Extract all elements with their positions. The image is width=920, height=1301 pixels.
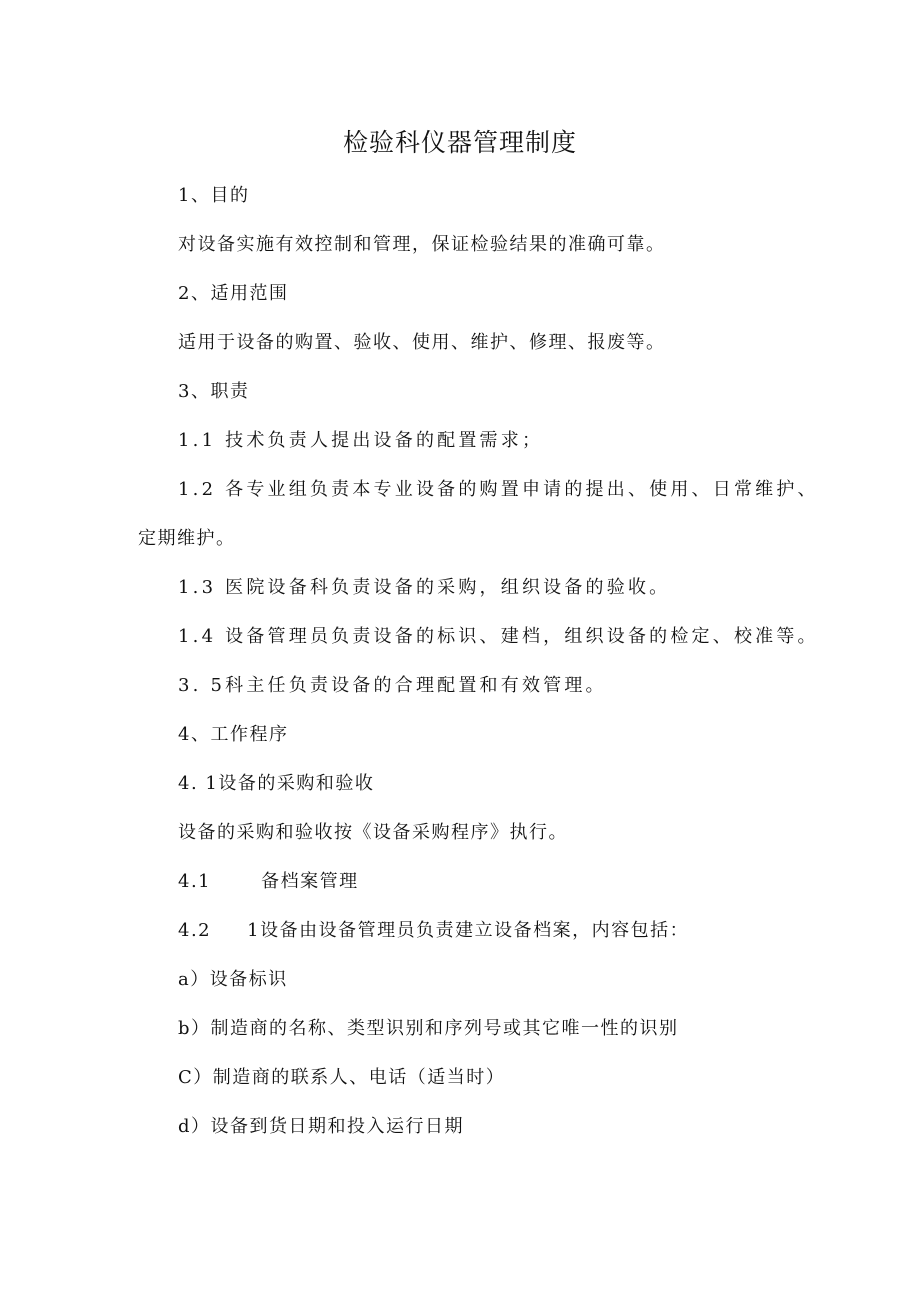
list-item-b: b）制造商的名称、类型识别和序列号或其它唯一性的识别	[178, 1018, 679, 1039]
list-item-a: a）设备标识	[178, 969, 288, 990]
item-3-5: 3. 5科主任负责设备的合理配置和有效管理。	[178, 675, 607, 696]
subsection-text: 1设备由设备管理员负责建立设备档案，内容包括：	[247, 920, 690, 941]
subsection-4-1-purchase: 4. 1设备的采购和验收	[178, 773, 375, 794]
item-1-4: 1.4 设备管理员负责设备的标识、建档，组织设备的检定、校准等。	[178, 626, 819, 647]
list-item-d: d）设备到货日期和投入运行日期	[178, 1116, 465, 1137]
subsection-4-1-archive	[178, 867, 359, 897]
item-1-2-continued: 定期维护。	[138, 528, 236, 549]
item-1-3: 1.3 医院设备科负责设备的采购，组织设备的验收。	[178, 577, 671, 598]
subsection-title: 备档案管理	[261, 871, 359, 892]
section-heading-responsibilities: 3、职责	[178, 381, 250, 402]
paragraph-purchase: 设备的采购和验收按《设备采购程序》执行。	[178, 822, 568, 843]
subsection-number: 4.2	[178, 920, 212, 941]
subsection-4-2	[178, 916, 689, 946]
paragraph-scope: 适用于设备的购置、验收、使用、维护、修理、报废等。	[178, 332, 666, 353]
section-heading-scope: 2、适用范围	[178, 283, 289, 304]
paragraph-purpose: 对设备实施有效控制和管理，保证检验结果的准确可靠。	[178, 234, 666, 255]
subsection-number: 4.1	[178, 871, 212, 892]
list-item-c: C）制造商的联系人、电话（适当时）	[178, 1067, 506, 1088]
document-title: 检验科仪器管理制度	[342, 128, 577, 157]
item-1-2: 1.2 各专业组负责本专业设备的购置申请的提出、使用、日常维护、	[178, 479, 819, 500]
section-heading-procedure: 4、工作程序	[178, 724, 289, 745]
item-1-1: 1.1 技术负责人提出设备的配置需求；	[178, 430, 544, 451]
section-heading-purpose: 1、目的	[178, 185, 250, 206]
